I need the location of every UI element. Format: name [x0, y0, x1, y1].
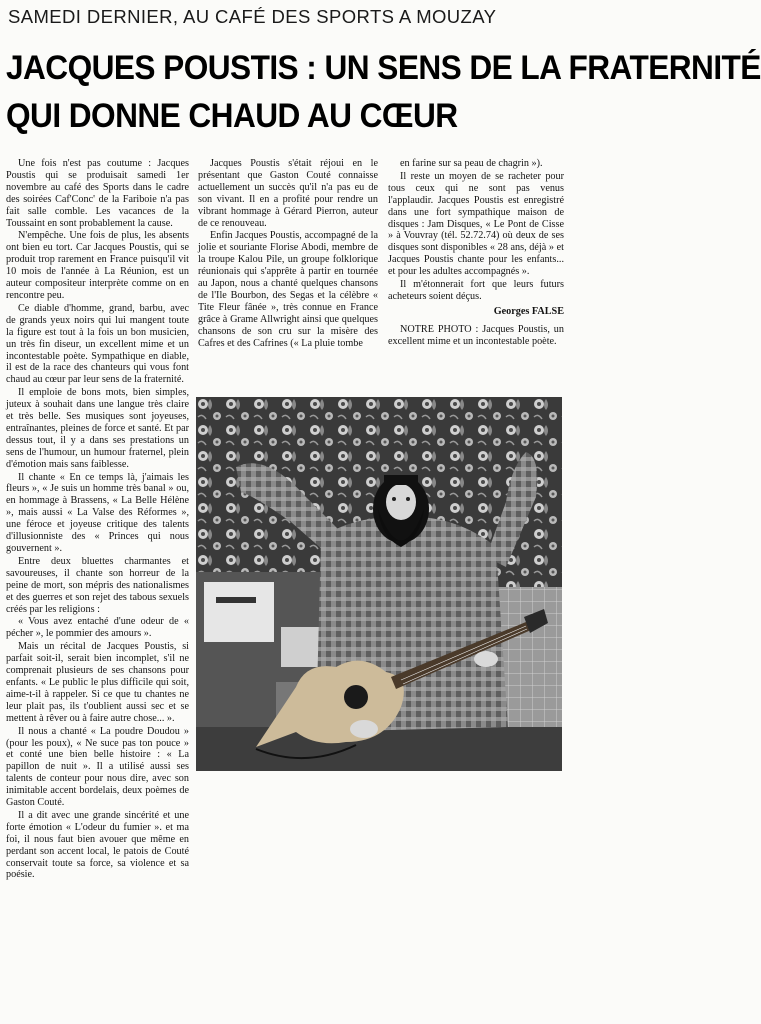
performer-photo	[196, 397, 562, 771]
paragraph: Il m'étonnerait fort que leurs futurs acheteurs soient déçus.	[388, 279, 564, 302]
paragraph: Il nous a chanté « La poudre Doudou » (pour les poux), « Ne suce pas ton pouce » et conté une bien belle histoire : « La papillon de nuit ». Il a utilisé aussi ses talents de conteur pour nous dire, avec son inimitable accent bordelais, deux poèmes de Gaston Couté.	[6, 725, 189, 809]
paragraph: Enfin Jacques Poustis, accompagné de la jolie et souriante Florise Abodi, membre de la troupe Kalou Pile, un groupe folklorique réunionais qui s'apprête à partir en tournée au Japon, nous a chanté quelques chansons de l'Ile Bourbon, des Segas et la célèbre « Tite Fleur fânée », très connue en France grâce à Grame Allwright ainsi que quelques chansons de son cru sur la misère des Cafres et des Cafrines (« La pluie tombe	[198, 230, 378, 349]
photo-caption: NOTRE PHOTO : Jacques Poustis, un excellent mime et un incontestable poète.	[388, 323, 564, 347]
article-column-2	[198, 158, 378, 351]
paragraph: Il reste un moyen de se racheter pour tous ceux qui ne sont pas venus l'applaudir. Jacques Poustis est enregistré dans une fort sympathique maison de disques : Jam Disques, « Le Pont de Cisse » à Vouvray (tél. 52.72.74) où deux de ses disques sont disponibles « 28 ans, déjà » et Jacques Poustis chante pour les enfants... et pour les adultes accompagnés ».	[388, 170, 564, 278]
paragraph: Une fois n'est pas coutume : Jacques Poustis qui se produisait samedi 1er novembre au café des Sports dans le cadre des soirées Caf'Conc' de la Fariboie n'a pas fait salle comble. Les vacances de la Toussaint en sont probablement la cause.	[6, 158, 189, 229]
paragraph: Il a dit avec une grande sincérité et une forte émotion « L'odeur du fumier ». et ma foi, il nous faut bien avouer que même en perdant son accent local, le patois de Couté conservait toute sa force, sa violence et sa poésie.	[6, 809, 189, 881]
paragraph: Entre deux bluettes charmantes et savoureuses, il chante son horreur de la peine de mort, son mépris des nationalismes et des guerres et son rejet des tabous sexuels créés par les religions :	[6, 555, 189, 615]
paragraph: « Vous avez entaché d'une odeur de « pécher », le pommier des amours ».	[6, 616, 189, 640]
paragraph: Mais un récital de Jacques Poustis, si parfait soit-il, serait bien incomplet, s'il ne comprenait plusieurs de ses chansons pour enfants. « Le public le plus difficile qui soit, aime-t-il à rappeler. Si ce que tu chantes ne leur plait pas, ils t'oublient aussi sec et se mettent à rêver ou à faire autre chose... ».	[6, 641, 189, 724]
paragraph: en farine sur sa peau de chagrin »).	[400, 158, 543, 169]
paragraph: Il chante « En ce temps là, j'aimais les fleurs », « Je suis un homme très banal » ou, en hommage à Brassens, « La Belle Hélène », mais aussi « La Valse des Réformes », une féroce et joyeuse critique des talents d'illusionniste des « Princes qui nous gouvernent ».	[6, 471, 189, 554]
paragraph: Il emploie de bons mots, bien simples, juteux à souhait dans une langue très claire et très belle. Ses musiques sont joyeuses, entraînantes, pleines de force et santé. Et par dessus tout, il y a dans ses prestations un sens de l'humour, un humour fraternel, plein d'émotion mais sans faiblesse.	[6, 387, 189, 470]
article-column-1	[6, 158, 189, 882]
paragraph: Ce diable d'homme, grand, barbu, avec de grands yeux noirs qui lui mangent toute la figure est tout à la fois un bon musicien, un très fin diseur, un excellent mime et un incontestable poète. Sympathique en diable, il est de la race des chanteurs qui vous font chaud au cœur par leur sens de la fraternité.	[6, 302, 189, 386]
headline-line-2: QUI DONNE CHAUD AU CŒUR	[6, 97, 458, 135]
kicker: SAMEDI DERNIER, AU CAFÉ DES SPORTS A MOUZAY	[8, 6, 497, 27]
paragraph: N'empêche. Une fois de plus, les absents ont bien eu tort. Car Jacques Poustis, qui se produit trop rarement en France puisqu'il vit 10 mois de l'année à La Réunion, est un auteur compositeur interprète comme on en rencontre peu.	[6, 230, 189, 301]
headline-line-1: JACQUES POUSTIS : UN SENS DE LA FRATERNITÉ	[6, 49, 761, 87]
headline	[6, 44, 761, 140]
article-column-3	[388, 158, 564, 349]
paragraph: Jacques Poustis s'était réjoui en le présentant que Gaston Couté connaisse actuellement un succès qu'il n'a pas eu de son vivant. Il en a profité pour rendre un vibrant hommage à Gérard Pierron, auteur de ce renouveau.	[198, 158, 378, 229]
byline: Georges FALSE	[493, 305, 564, 317]
